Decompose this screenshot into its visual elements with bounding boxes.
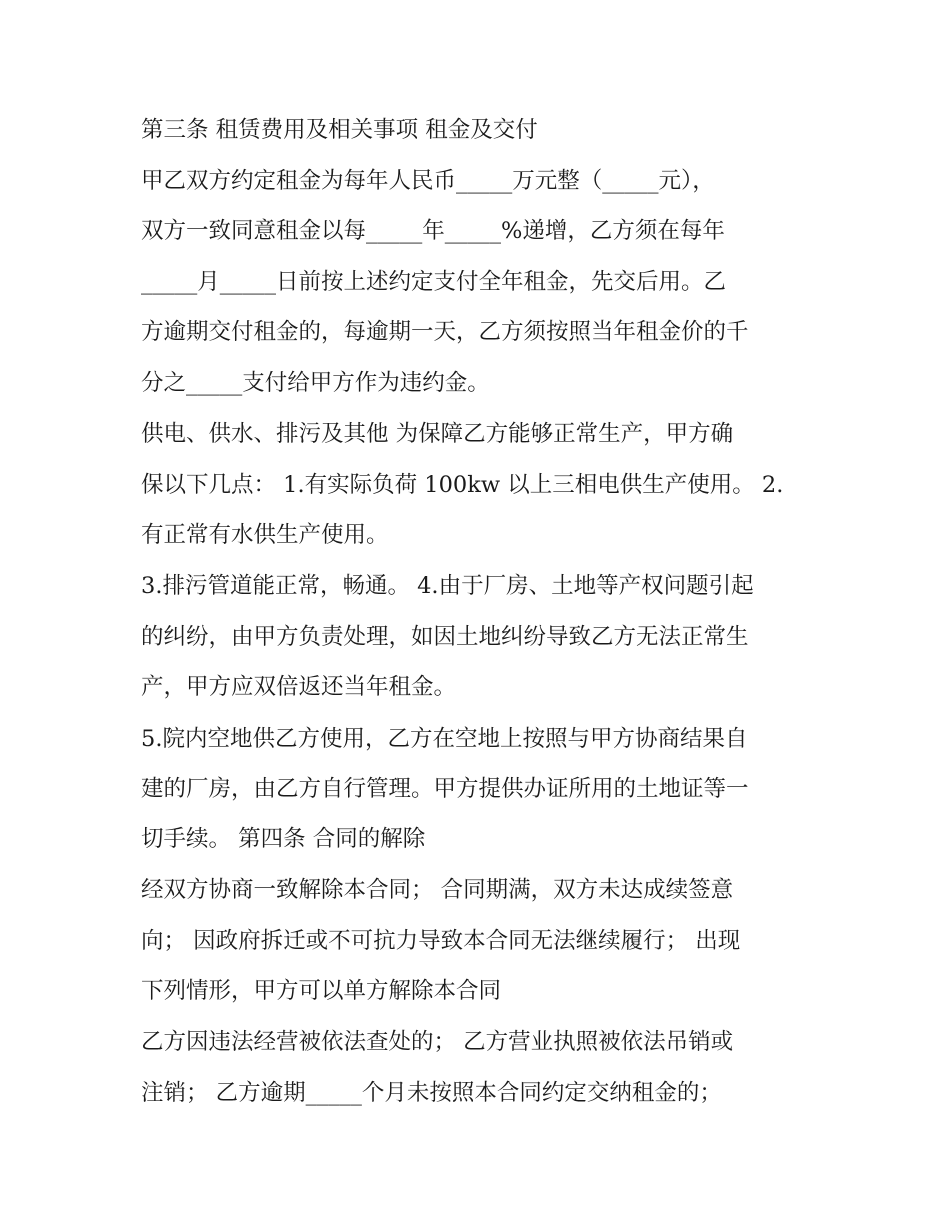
text-line: 甲乙双方约定租金为每年人民币_____万元整（_____元）， bbox=[141, 168, 715, 194]
text-line: 5.院内空地供乙方使用，乙方在空地上按照与甲方协商结果自 bbox=[141, 726, 748, 752]
text-line: 3.排污管道能正常，畅通。 4.由于厂房、土地等产权问题引起 bbox=[141, 573, 754, 599]
text-line: 分之_____支付给甲方作为违约金。 bbox=[141, 370, 490, 396]
text-line: 向； 因政府拆迁或不可抗力导致本合同无法继续履行； 出现 bbox=[141, 928, 741, 954]
text-line: _____月_____日前按上述约定支付全年租金，先交后用。乙 bbox=[141, 269, 727, 295]
text-line: 保以下几点： 1.有实际负荷 100kw 以上三相电供生产使用。 2. bbox=[141, 472, 784, 498]
text-line: 第三条 租赁费用及相关事项 租金及交付 bbox=[141, 117, 538, 143]
text-line: 注销； 乙方逾期_____个月未按照本合同约定交纳租金的； bbox=[141, 1080, 722, 1106]
text-line: 双方一致同意租金以每_____年_____%递增，乙方须在每年 bbox=[141, 218, 725, 244]
text-line: 乙方因违法经营被依法查处的； 乙方营业执照被依法吊销或 bbox=[141, 1029, 734, 1055]
text-line: 有正常有水供生产使用。 bbox=[141, 522, 389, 548]
text-line: 经双方协商一致解除本合同； 合同期满，双方未达成续签意 bbox=[141, 877, 734, 903]
text-line: 切手续。 第四条 合同的解除 bbox=[141, 826, 426, 852]
text-line: 产，甲方应双倍返还当年租金。 bbox=[141, 674, 457, 700]
text-line: 供电、供水、排污及其他 为保障乙方能够正常生产，甲方确 bbox=[141, 421, 734, 447]
text-line: 的纠纷，由甲方负责处理，如因土地纠纷导致乙方无法正常生 bbox=[141, 624, 749, 650]
text-line: 下列情形，甲方可以单方解除本合同 bbox=[141, 978, 502, 1004]
text-line: 建的厂房，由乙方自行管理。甲方提供办证所用的土地证等一 bbox=[141, 776, 749, 802]
text-line: 方逾期交付租金的，每逾期一天，乙方须按照当年租金价的千 bbox=[141, 319, 749, 345]
